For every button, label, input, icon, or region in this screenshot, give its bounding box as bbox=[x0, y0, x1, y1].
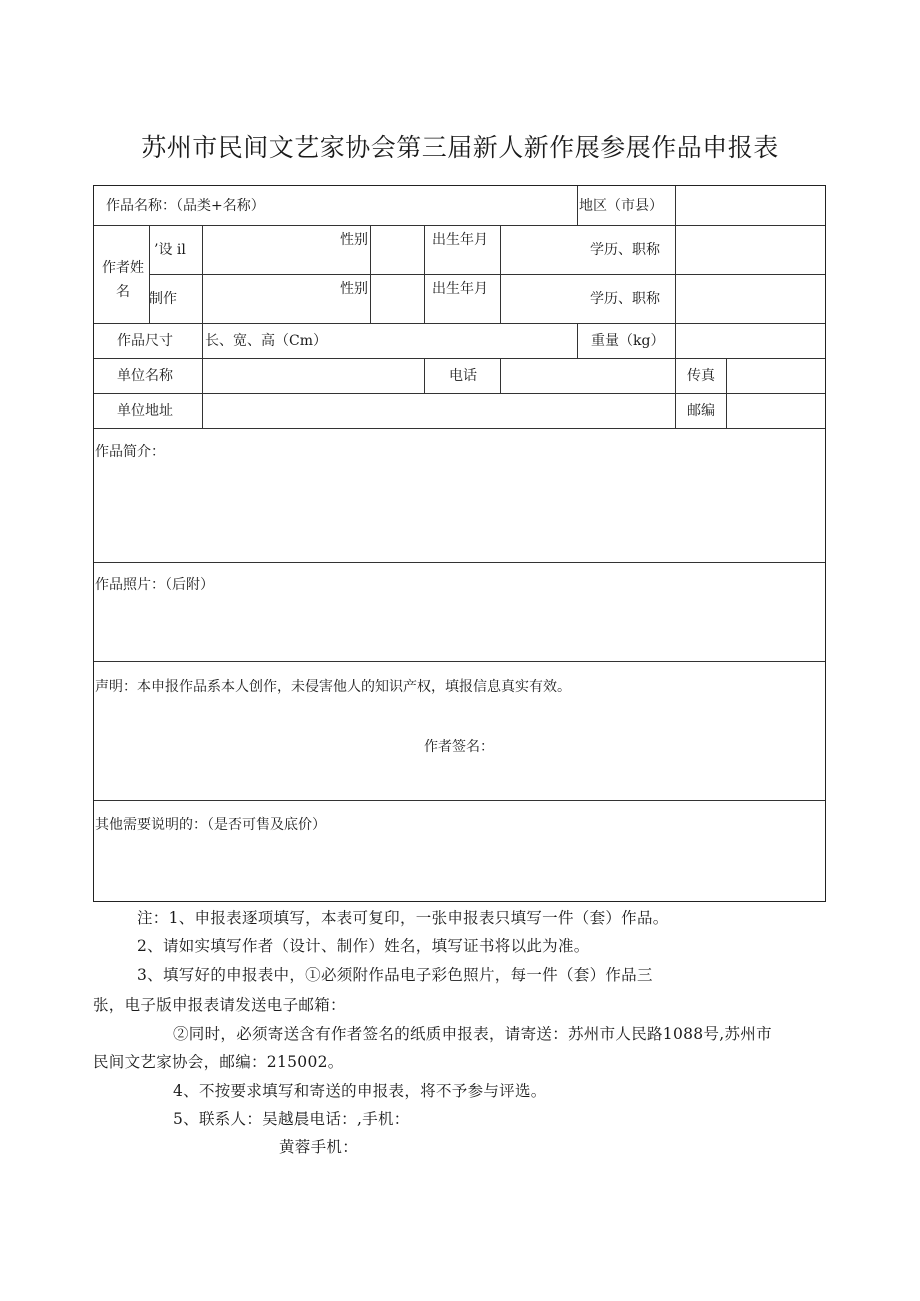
column-divider bbox=[577, 186, 578, 225]
note-3: 3、填写好的申报表中，①必须附作品电子彩色照片，每一件（套）作品三 bbox=[137, 966, 653, 984]
note-3-mailing: ②同时，必须寄送含有作者签名的纸质申报表，请寄送：苏州市人民路1088号,苏州市 bbox=[173, 1025, 772, 1043]
weight-label: 重量（kg） bbox=[591, 333, 665, 349]
row-divider bbox=[94, 225, 825, 226]
work-size-units: 长、宽、高（Cm） bbox=[205, 333, 327, 349]
column-divider bbox=[500, 358, 501, 393]
row-divider bbox=[149, 274, 825, 275]
birth-date-label: 出生年月 bbox=[432, 232, 488, 248]
row-divider bbox=[94, 800, 825, 801]
row-divider bbox=[94, 661, 825, 662]
row-divider bbox=[94, 358, 825, 359]
note-1: 注：1、申报表逐项填写，本表可复印，一张申报表只填写一件（套）作品。 bbox=[137, 909, 669, 927]
column-divider bbox=[370, 225, 371, 323]
phone-label: 电话 bbox=[449, 368, 477, 384]
application-form-table bbox=[93, 185, 826, 902]
fax-label: 传真 bbox=[687, 368, 715, 384]
row-divider bbox=[94, 428, 825, 429]
note-3-mailing-continued: 民间文艺家协会，邮编：215002。 bbox=[93, 1053, 344, 1071]
work-name-label: 作品名称：（品类+名称） bbox=[106, 198, 265, 214]
unit-name-label: 单位名称 bbox=[117, 368, 173, 384]
author-name-label: 作者姓名 bbox=[102, 260, 144, 300]
note-6-contact: 黄蓉手机： bbox=[279, 1138, 359, 1156]
work-intro-label: 作品简介： bbox=[95, 444, 165, 460]
column-divider bbox=[424, 225, 425, 323]
author-signature-label: 作者签名： bbox=[424, 739, 494, 755]
postcode-label: 邮编 bbox=[687, 403, 715, 419]
declaration-text: 声明：本申报作品系本人创作，未侵害他人的知识产权，填报信息真实有效。 bbox=[95, 679, 571, 695]
education-title-label: 学历、职称 bbox=[590, 242, 660, 258]
other-notes-label: 其他需要说明的：（是否可售及底价） bbox=[95, 817, 326, 833]
work-size-label: 作品尺寸 bbox=[117, 333, 173, 349]
gender-label: 性别 bbox=[340, 232, 368, 248]
region-label: 地区（市县） bbox=[579, 198, 663, 214]
column-divider bbox=[424, 358, 425, 393]
column-divider bbox=[149, 225, 150, 323]
note-4: 4、不按要求填写和寄送的申报表，将不予参与评选。 bbox=[173, 1082, 547, 1100]
education-title-label-2: 学历、职称 bbox=[590, 291, 660, 307]
note-5-contact: 5、联系人：吴越晨电话：,手机： bbox=[173, 1110, 410, 1128]
column-divider bbox=[202, 225, 203, 428]
column-divider bbox=[675, 186, 676, 358]
column-divider bbox=[675, 358, 676, 428]
row-divider bbox=[94, 562, 825, 563]
row-divider bbox=[94, 393, 825, 394]
column-divider bbox=[577, 323, 578, 358]
unit-address-label: 单位地址 bbox=[117, 403, 173, 419]
column-divider bbox=[500, 225, 501, 323]
gender-label-2: 性别 bbox=[340, 281, 368, 297]
row-divider bbox=[94, 323, 825, 324]
work-photo-label: 作品照片：（后附） bbox=[95, 577, 214, 593]
birth-date-label-2: 出生年月 bbox=[432, 281, 488, 297]
make-label: 制作 bbox=[149, 291, 177, 307]
page-title: 苏州市民间文艺家协会第三届新人新作展参展作品申报表 bbox=[141, 133, 779, 162]
note-2: 2、请如实填写作者（设计、制作）姓名，填写证书将以此为准。 bbox=[137, 937, 590, 955]
column-divider bbox=[726, 358, 727, 428]
design-label: ’设 il bbox=[154, 242, 186, 258]
note-3-continued: 张，电子版申报表请发送电子邮箱： bbox=[93, 996, 346, 1014]
